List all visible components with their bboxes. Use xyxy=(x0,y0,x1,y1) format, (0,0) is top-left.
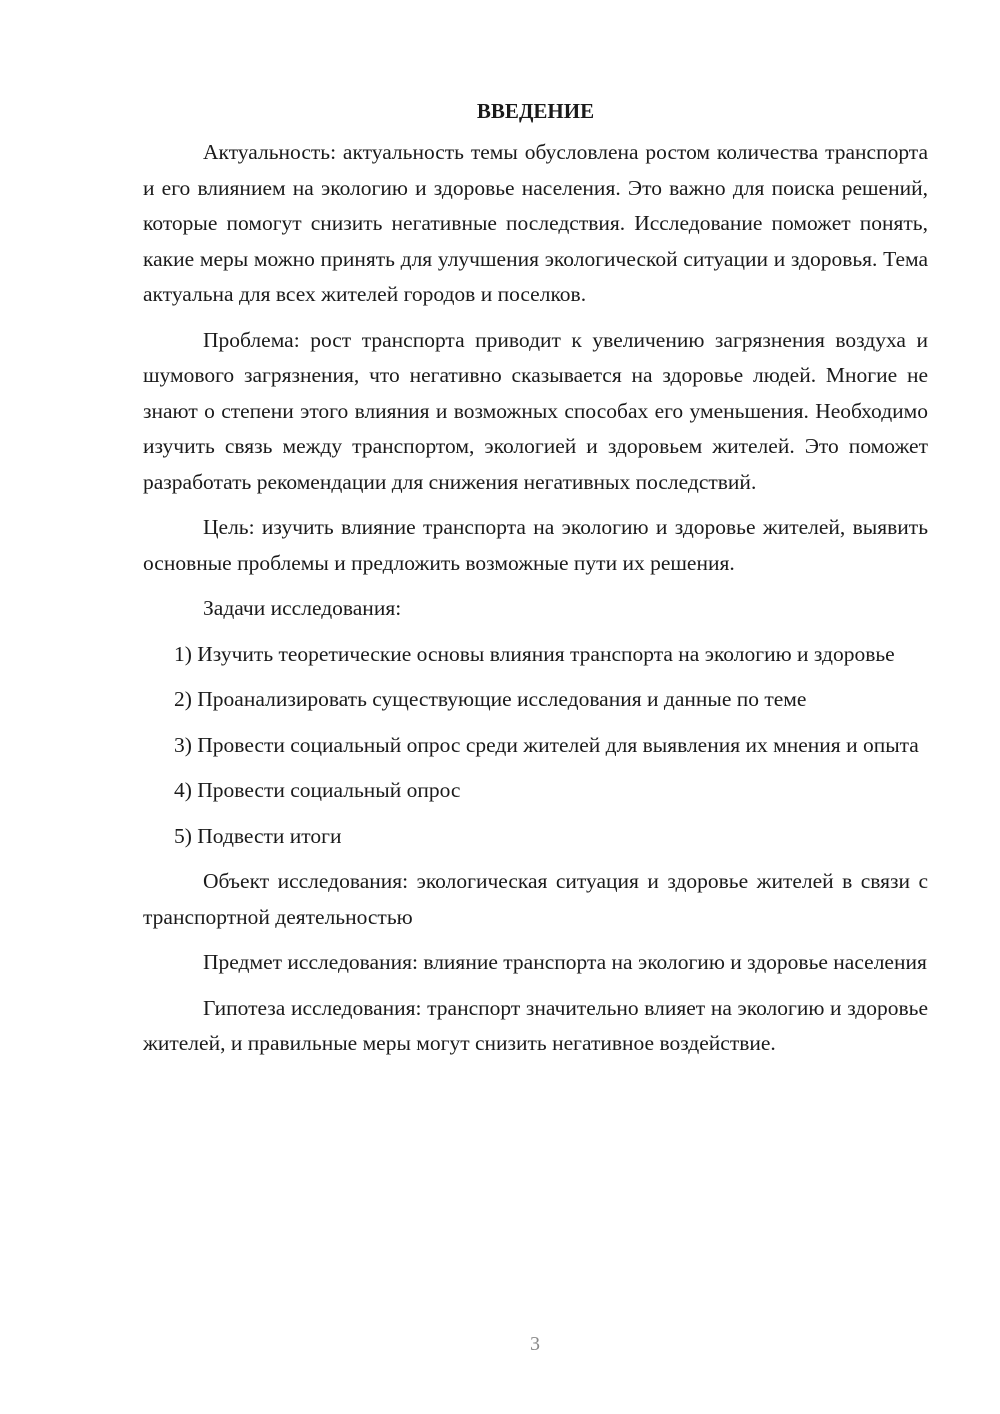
subject-paragraph: Предмет исследования: влияние транспорта на экологию и здоровье населения xyxy=(203,950,927,974)
object-paragraph: Объект исследования: экологическая ситуация и здоровье жителей в связи с транспортной деятельностью xyxy=(143,869,928,929)
task-item: 2) Проанализировать существующие исследования и данные по теме xyxy=(174,687,807,711)
goal-paragraph: Цель: изучить влияние транспорта на экологию и здоровье жителей, выявить основные проблемы и предложить возможные пути их решения. xyxy=(143,515,928,575)
page-content xyxy=(143,95,928,1072)
task-item: 1) Изучить теоретические основы влияния транспорта на экологию и здоровье xyxy=(174,641,895,666)
section-heading: ВВЕДЕНИЕ xyxy=(476,99,595,123)
problem-paragraph: Проблема: рост транспорта приводит к увеличению загрязнения воздуха и шумового загрязнения, что негативно сказывается на здоровье людей. Многие не знают о степени этого влияния и возможных способах его уменьшения. Необходимо изучить связь между транспортом, экологией и здоровьем жителей. Это поможет разработать рекомендации для снижения негативных последствий. xyxy=(143,327,928,494)
relevance-paragraph: Актуальность: актуальность темы обусловлена ростом количества транспорта и его влиянием на экологию и здоровье населения. Это важно для поиска решений, которые помогут снизить негативные последствия. Исследование поможет понять, какие меры можно принять для улучшения экологической ситуации и здоровья. Тема актуальна для всех жителей городов и поселков. xyxy=(143,140,928,306)
tasks-title: Задачи исследования: xyxy=(203,596,402,620)
hypothesis-paragraph: Гипотеза исследования: транспорт значительно влияет на экологию и здоровье жителей, и правильные меры могут снизить негативное воздействие. xyxy=(143,995,928,1055)
task-item: 5) Подвести итоги xyxy=(174,823,342,848)
task-item: 3) Провести социальный опрос среди жителей для выявления их мнения и опыта xyxy=(174,732,919,757)
page-number: 3 xyxy=(530,1333,540,1355)
task-item: 4) Провести социальный опрос xyxy=(174,778,461,802)
